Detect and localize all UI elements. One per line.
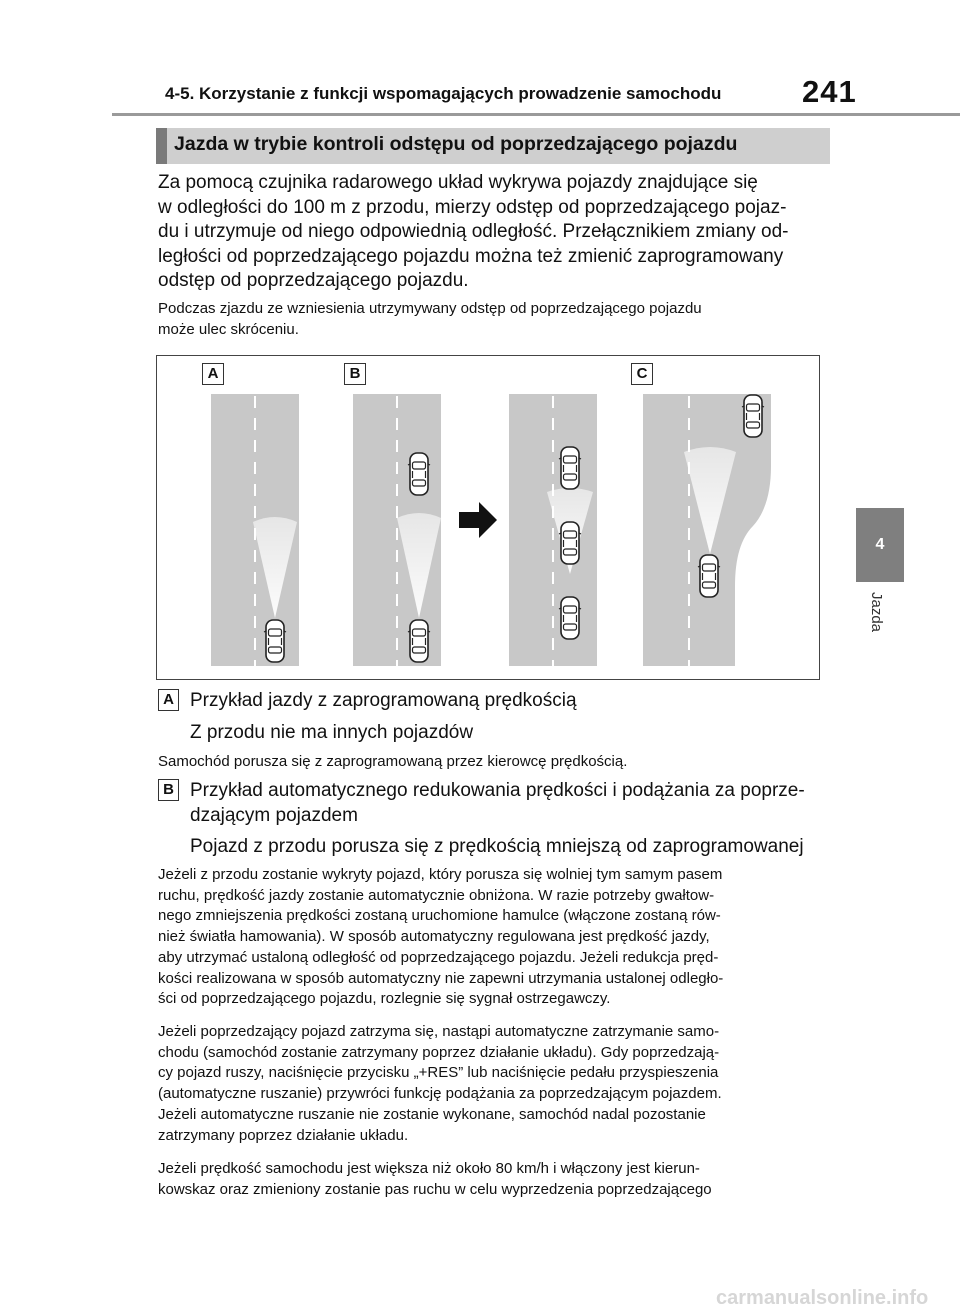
- own-car-c-icon: [698, 555, 720, 597]
- text-line: Podczas zjazdu ze wzniesienia utrzymywany odstęp od poprzedzającego pojazdu: [158, 300, 702, 317]
- acc-illustration: [156, 355, 820, 680]
- text-line: Jeżeli prędkość samochodu jest większa niż około 80 km/h i włączony jest kierun-: [158, 1160, 700, 1177]
- item-b-title-line-2: dzającym pojazdem: [190, 805, 358, 826]
- own-car-b-following-icon: [559, 597, 581, 639]
- item-b-paragraph-2: [158, 1022, 833, 1146]
- preceding-car-b-following-icon: [559, 447, 581, 489]
- transition-arrow-icon: [459, 502, 497, 538]
- item-a-title: Przykład jazdy z zaprogramowaną prędkością: [190, 690, 577, 711]
- text-line: kości realizowana w sposób automatyczny nie zapewni utrzymania ustalonej odległo-: [158, 969, 724, 987]
- page-number: 241: [802, 74, 857, 109]
- text-line: w odległości do 100 m z przodu, mierzy odstęp od poprzedzającego pojaz-: [158, 196, 787, 218]
- item-a-note: [158, 752, 833, 773]
- own-car-b-icon: [408, 620, 430, 662]
- item-b-title-line-1: Przykład automatycznego redukowania prędkości i podążania za poprze-: [190, 780, 805, 801]
- section-title: Jazda w trybie kontroli odstępu od poprzedzającego pojazdu: [174, 133, 738, 155]
- text-line: ści od poprzedzającego pojazdu, rozlegnie się sygnał ostrzegawczy.: [158, 990, 611, 1008]
- text-line: chodu (samochód zostanie zatrzymany poprzez działanie układu). Gdy poprzedzają-: [158, 1043, 720, 1061]
- own-car-a-icon: [264, 620, 286, 662]
- watermark: carmanualsonline.info: [716, 1287, 929, 1309]
- chapter-tab[interactable]: 4: [856, 508, 904, 582]
- text-line: Jeżeli z przodu zostanie wykryty pojazd, który porusza się wolniej tym samym pasem: [158, 866, 723, 883]
- text-line: Jeżeli automatyczne ruszanie nie zostanie wykonane, samochód nadal pozostanie: [158, 1105, 706, 1123]
- header-section-title: 4-5. Korzystanie z funkcji wspomagających prowadzenie samochodu: [165, 84, 722, 103]
- figure-label-a: A: [202, 363, 224, 385]
- text-line: nież światła hamowania). W sposób automatyczny regulowana jest prędkość jazdy,: [158, 928, 710, 946]
- text-line: cy pojazd ruszy, naciśnięcie przycisku „+RES” lub naciśnięcie pedału przyspieszenia: [158, 1064, 719, 1082]
- text-line: może ulec skróceniu.: [158, 320, 299, 338]
- text-line: kowskaz oraz zmieniony zostanie pas ruchu w celu wyprzedzenia poprzedzającego: [158, 1180, 712, 1198]
- text-line: Jeżeli poprzedzający pojazd zatrzyma się, nastąpi automatyczne zatrzymanie samo-: [158, 1023, 720, 1040]
- text-line: nego zmniejszenia prędkości zostaną uruchomione hamulce (włączone zostaną rów-: [158, 907, 721, 925]
- text-line: odstęp od poprzedzającego pojazdu.: [158, 270, 469, 292]
- downhill-note: [158, 299, 833, 340]
- middle-car-b-following-icon: [559, 522, 581, 564]
- item-b-paragraph-1: [158, 865, 833, 1010]
- intro-paragraph: [158, 171, 833, 294]
- figure-label-c: C: [631, 363, 653, 385]
- section-heading-bar: [156, 128, 830, 164]
- text-line: Samochód porusza się z zaprogramowaną przez kierowcę prędkością.: [158, 753, 628, 770]
- text-line: aby utrzymać ustaloną odległość od poprzedzającego pojazdu. Jeżeli redukcja pręd-: [158, 948, 719, 966]
- text-line: (automatyczne ruszanie) przywróci funkcję podążania za poprzedzającym pojazdem.: [158, 1085, 722, 1103]
- road-diagram: [157, 356, 819, 679]
- text-line: zatrzymany poprzez działanie układu.: [158, 1126, 409, 1144]
- text-line: du i utrzymuje od niego odpowiednią odległość. Przełącznikiem zmiany od-: [158, 221, 789, 243]
- item-b-marker: B: [158, 779, 179, 801]
- text-line: ruchu, prędkość jazdy zostanie automatycznie obniżona. W razie potrzeby gwałtow-: [158, 886, 715, 904]
- item-a-subtitle: Z przodu nie ma innych pojazdów: [190, 722, 474, 743]
- overtaken-car-c-icon: [742, 395, 764, 437]
- header-divider: [112, 113, 960, 116]
- text-line: ległości od poprzedzającego pojazdu można też zmienić zaprogramowany: [158, 245, 784, 267]
- text-line: Za pomocą czujnika radarowego układ wykrywa pojazdy znajdujące się: [158, 172, 758, 193]
- item-a-marker: A: [158, 689, 179, 711]
- item-b-subtitle: Pojazd z przodu porusza się z prędkością mniejszą od zaprogramowanej: [190, 836, 804, 857]
- chapter-side-label: Jazda: [868, 592, 885, 633]
- preceding-car-b-icon: [408, 453, 430, 495]
- item-b-paragraph-3: [158, 1159, 833, 1200]
- page-header: [0, 0, 960, 112]
- figure-label-b: B: [344, 363, 366, 385]
- section-heading-accent: [156, 128, 167, 164]
